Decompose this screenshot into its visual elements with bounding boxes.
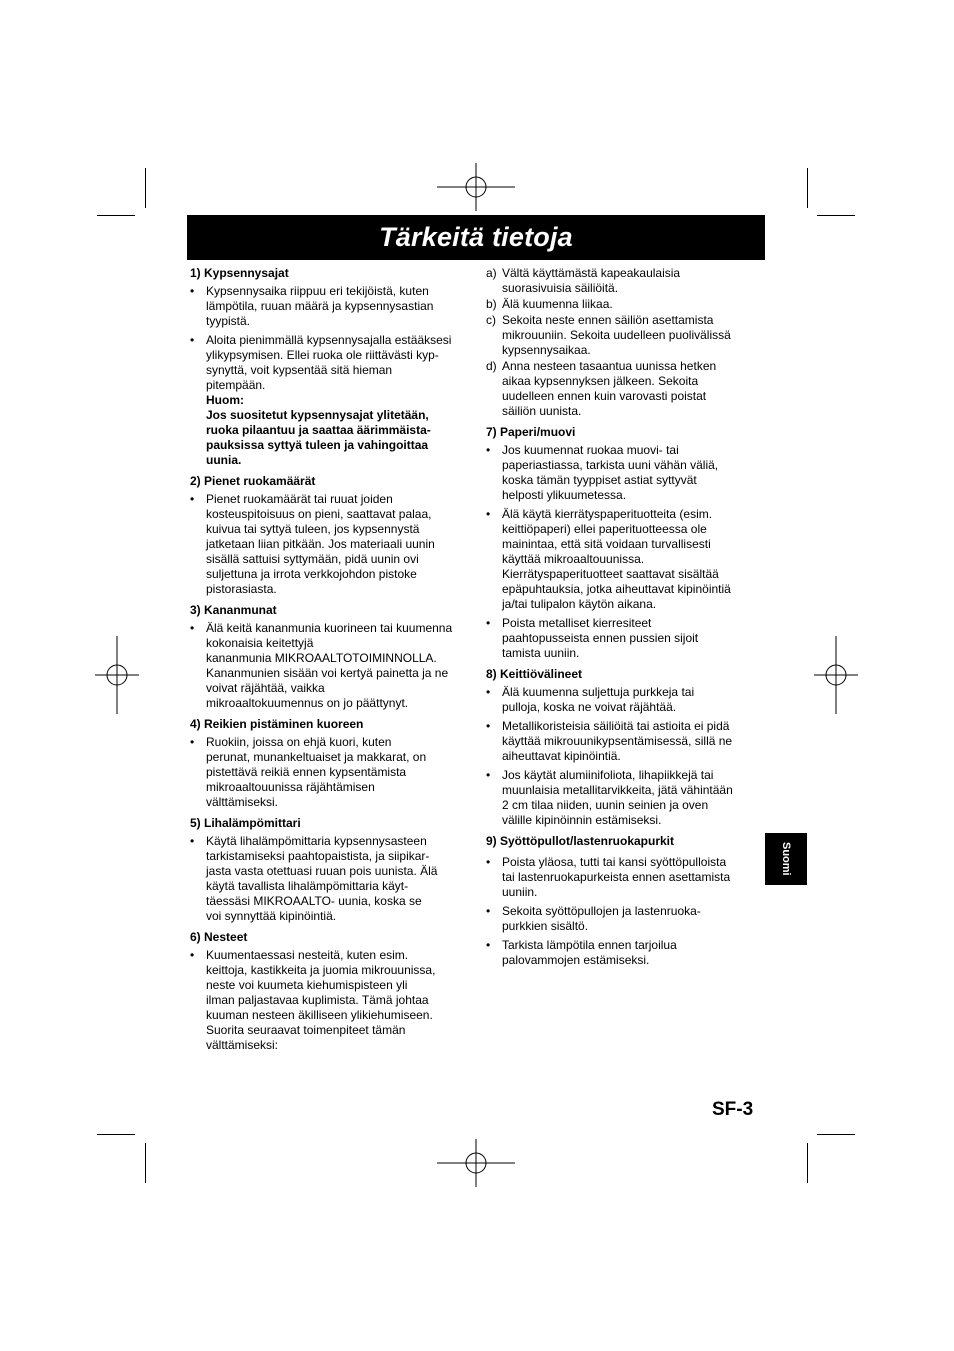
registration-mark-icon	[814, 636, 858, 714]
item-text: Sekoita neste ennen säiliön asettamista mikrouuniin. Sekoita uudelleen puolivälissä kypsennysaikaa.	[502, 313, 731, 357]
crop-mark	[97, 215, 135, 216]
page-number: SF-3	[712, 1099, 754, 1120]
right-column	[486, 266, 748, 972]
list-item: • Sekoita syöttöpullojen ja lastenruoka- purkkien sisältö.	[486, 904, 748, 934]
liquids-steps	[486, 266, 748, 419]
section-heading: 2) Pienet ruokamäärät	[190, 474, 316, 488]
bullet-text: • Aloita pienimmällä kypsennysajalla estääksesi ylikypsymisen. Ellei ruoka ole riittävästi kyp- synyttä, voit kypsentää sitä hieman pitempään.	[206, 333, 452, 392]
list-item	[486, 313, 748, 358]
list-item	[486, 266, 748, 296]
list-item: • Kuumentaessasi nesteitä, kuten esim. keittoja, kastikkeita ja juomia mikrouunissa, neste voi kuumeta kiehumispisteen yli ilman paljastavaa kuplimista. Tämä johtaa kuuman nesteen äkilliseen ylikiehumiseen. Suorita seuraavat toimenpiteet tämän välttämiseksi:	[190, 948, 468, 1053]
crop-mark	[807, 168, 808, 208]
list-item: • Tarkista lämpötila ennen tarjoilua palovammojen estämiseksi.	[486, 938, 748, 968]
title-banner	[187, 215, 765, 260]
item-text: Vältä käyttämästä kapeakaulaisia suorasivuisia säiliöitä.	[502, 266, 681, 295]
list-item: • Poista yläosa, tutti tai kansi syöttöpulloista tai lastenruokapurkeista ennen asettamista uuniin.	[486, 855, 748, 900]
crop-mark	[145, 1143, 146, 1183]
list-item: • Kypsennysaika riippuu eri tekijöistä, kuten lämpötila, ruuan määrä ja kypsennysastian tyypistä.	[190, 284, 468, 329]
list-item: • Älä käytä kierrätyspaperituotteita (esim. keittiöpaperi) ellei paperituotteessa ole mainintaa, että sitä voidaan turvallisesti käyttää mikroaaltouunissa. Kierrätyspaperituotteet saattavat sisältää epäpuhtauksia, jotka aiheuttavat kipinöintiä ja/tai tulipalon käytön aikana.	[486, 507, 748, 612]
item-letter: c)	[486, 313, 496, 327]
registration-mark-icon	[95, 636, 139, 714]
section-liquids	[190, 930, 468, 1053]
crop-mark	[145, 168, 146, 208]
section-heading: 6) Nesteet	[190, 930, 248, 944]
section-heading: 1) Kypsennysajat	[190, 266, 289, 280]
registration-mark-icon	[437, 1139, 515, 1187]
crop-mark	[97, 1134, 135, 1135]
item-letter: d)	[486, 359, 497, 373]
list-item: • Jos käytät alumiinifoliota, lihapiikkejä tai muunlaisia metallitarvikkeita, jätä vähintään 2 cm tilaa niiden, uunin seinien ja oven välille kipinöinnin estämiseksi.	[486, 768, 748, 828]
section-heading: 7) Paperi/muovi	[486, 425, 576, 439]
crop-mark	[817, 215, 855, 216]
item-text: Älä kuumenna liikaa.	[502, 297, 613, 311]
note-label: Huom:	[206, 393, 244, 407]
page-title: Tärkeitä tietoja	[379, 222, 573, 252]
crop-mark	[817, 1134, 855, 1135]
list-item: • Älä kuumenna suljettuja purkkeja tai pulloja, koska ne voivat räjähtää.	[486, 685, 748, 715]
section-cookware	[486, 667, 748, 828]
section-heading: 3) Kananmunat	[190, 603, 277, 617]
item-letter: a)	[486, 266, 497, 280]
item-letter: b)	[486, 297, 497, 311]
list-item: • Jos kuumennat ruokaa muovi- tai paperiastiassa, tarkista uuni vähän väliä, koska tämän tyyppiset astiat syttyvät helposti ylikuumetessa.	[486, 443, 748, 503]
section-cooking-times	[190, 266, 468, 468]
section-meat-thermometer	[190, 816, 468, 924]
crop-mark	[807, 1143, 808, 1183]
list-item	[190, 333, 468, 468]
list-item: • Ruokiin, joissa on ehjä kuori, kuten perunat, munankeltuaiset ja makkarat, on pistettävä reikiä ennen kypsentämista mikroaaltouunissa räjähtämisen välttämiseksi.	[190, 735, 468, 810]
section-eggs	[190, 603, 468, 711]
section-heading: 9) Syöttöpullot/lastenruokapurkit	[486, 834, 675, 848]
list-item: • Älä keitä kananmunia kuorineen tai kuumenna kokonaisia keitettyjä kananmunia MIKROAALTOTOIMINNOLLA. Kananmunien sisään voi kertyä painetta ja ne voivat räjähtää, vaikka mikroaaltokuumennus on jo päättynyt.	[190, 621, 468, 711]
registration-mark-icon	[437, 163, 515, 211]
language-tab	[765, 833, 807, 885]
list-item: • Pienet ruokamäärät tai ruuat joiden kosteuspitoisuus on pieni, saattavat palaa, kuivua tai syttyä tuleen, jos kypsennystä jatketaan liian pitkään. Jos materiaali uunin sisällä sattuisi syttymään, pidä uunin ovi suljettuna ja irrota verkkojohdon pistoke pistorasiasta.	[190, 492, 468, 597]
section-heading: 4) Reikien pistäminen kuoreen	[190, 717, 364, 731]
section-baby-bottles	[486, 834, 748, 968]
section-small-quantities	[190, 474, 468, 597]
list-item: • Metallikoristeisia säiliöitä tai astioita ei pidä käyttää mikrouunikypsentämisessä, sillä ne aiheuttavat kipinöintiä.	[486, 719, 748, 764]
list-item	[486, 359, 748, 419]
section-piercing	[190, 717, 468, 810]
left-column	[190, 266, 468, 1057]
language-tab-label: Suomi	[780, 842, 792, 876]
list-item: • Poista metalliset kierresiteet paahtopusseista ennen pussien sijoit tamista uuniin.	[486, 616, 748, 661]
list-item: • Käytä lihalämpömittaria kypsennysasteen tarkistamiseksi paahtopaistista, ja siipikar- jasta vasta otettuasi ruuan pois uunista. Älä käytä tavallista lihalämpömittaria käyt- täessäsi MIKROAALTO- uunia, koska se voi synnyttää kipinöintiä.	[190, 834, 468, 924]
list-item	[486, 297, 748, 312]
section-paper-plastic	[486, 425, 748, 661]
note-text: Jos suositetut kypsennysajat ylitetään, ruoka pilaantuu ja saattaa äärimmäista- pauksissa syttyä tuleen ja vahingoittaa uunia.	[206, 408, 431, 467]
item-text: Anna nesteen tasaantua uunissa hetken aikaa kypsennyksen jälkeen. Sekoita uudelleen ennen kuin varovasti poistat säiliön uunista.	[502, 359, 717, 418]
section-heading: 8) Keittiövälineet	[486, 667, 583, 681]
section-heading: 5) Lihalämpömittari	[190, 816, 301, 830]
